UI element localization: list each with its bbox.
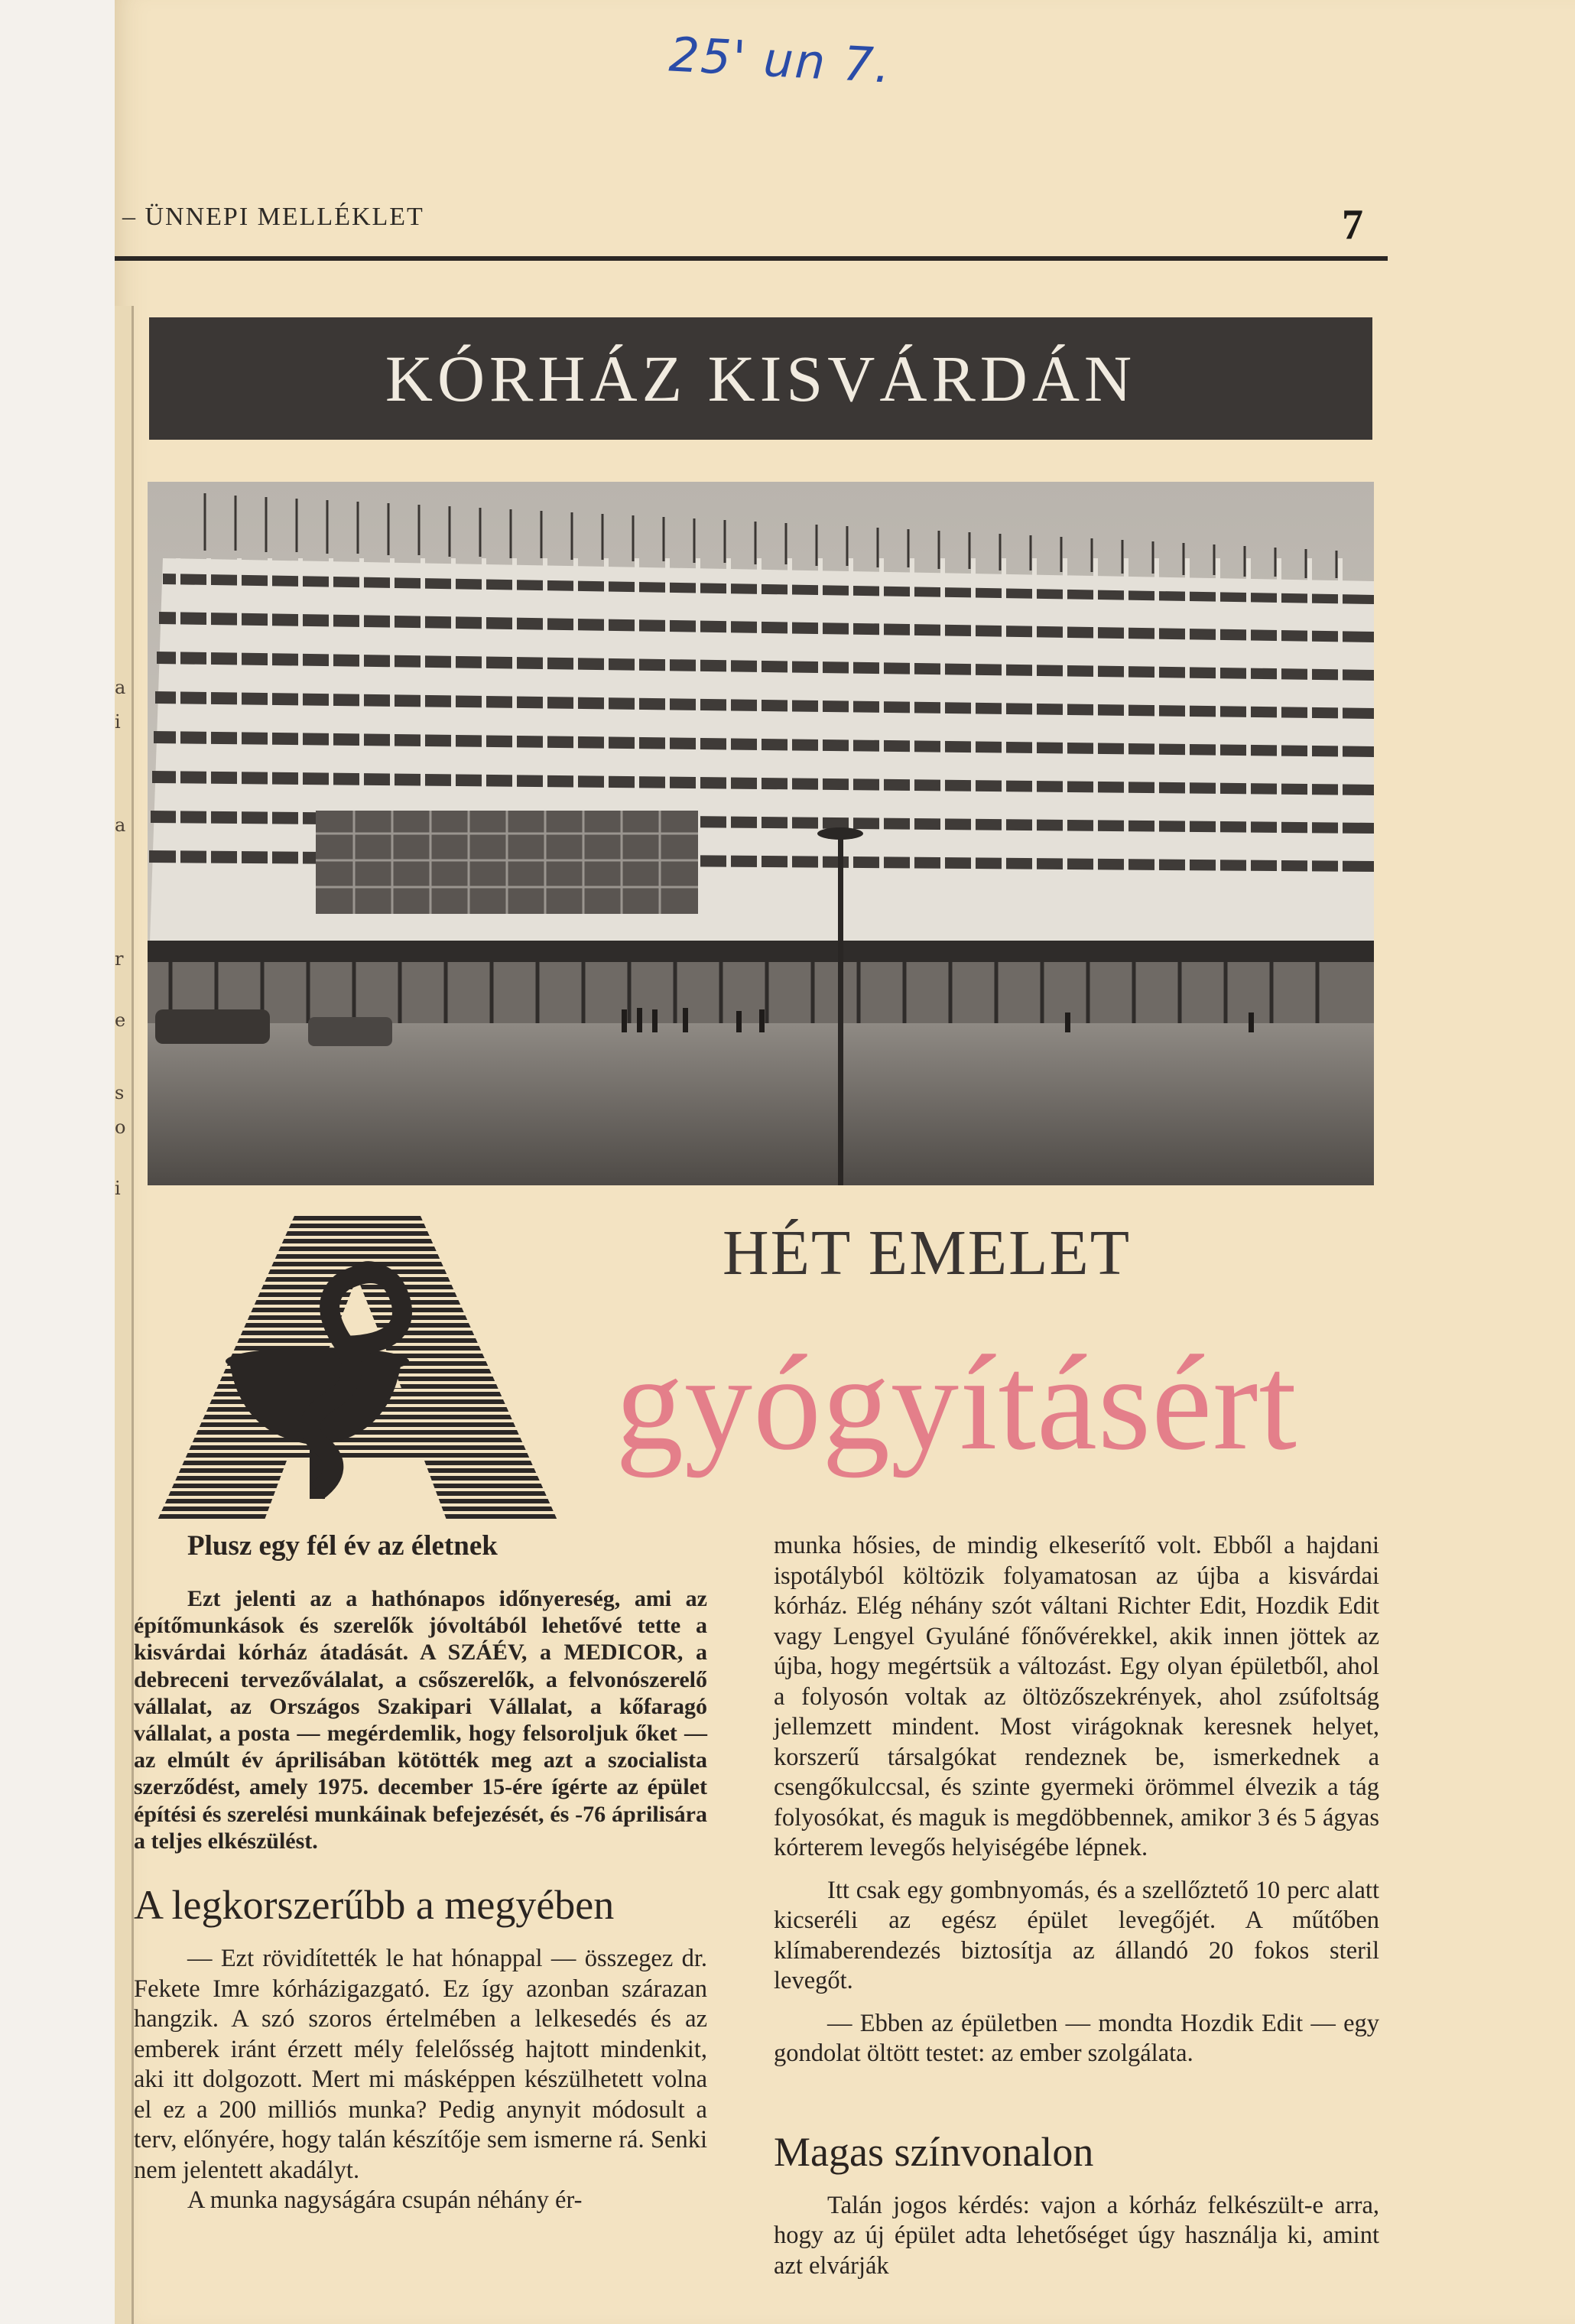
header-rule bbox=[115, 256, 1388, 261]
medical-logo bbox=[157, 1216, 558, 1522]
lead-paragraph: Ezt jelenti az a hathónapos időnyereség, ami az építőmunkások és szerelők jóvoltából lehetővé tette a kisvárdai kórház átadását. A SZÁÉV, a MEDICOR, a debreceni tervezőválalat, a csőszerelők, a felvonószerelő vállalat, az Országos Szakipari Vállalat, a kőfaragó vállalat, a posta — megérdemlik, hogy felsoroljuk őket — az elmúlt év áprilisában kötötték meg azt a szocialista szerződést, amely 1975. december 15-ére ígérte az épület építési és szerelési munkáinak befejezését, és -76 áprilisára a teljes elkészülést. bbox=[134, 1586, 707, 1854]
body-paragraph: Itt csak egy gombnyomás, és a szellőztető 10 perc alatt kicseréli az egész épület levegőjét. A műtőben klímaberendezés biztosítja az állandó 20 fokos steril levegőt. bbox=[774, 1876, 1379, 1994]
left-column bbox=[134, 1529, 707, 2216]
section-header: – ÜNNEPI MELLÉKLET bbox=[122, 203, 424, 231]
handwritten-annotation: 25' un 7. bbox=[667, 26, 893, 94]
body-paragraph-cut: A munka nagyságára csupán néhány ér- bbox=[187, 2186, 583, 2215]
adjacent-column-strip bbox=[115, 306, 134, 2324]
right-column bbox=[774, 1531, 1379, 2281]
section-title-right: Magas színvonalon bbox=[774, 2128, 1094, 2175]
section-title-left: A legkorszerűbb a megyében bbox=[134, 1882, 615, 1929]
banner-title: KÓRHÁZ KISVÁRDÁN bbox=[385, 342, 1137, 415]
body-paragraph: — Ebben az épületben — mondta Hozdik Edit — egy gondolat öltött testet: az ember szolgálata. bbox=[774, 2009, 1379, 2067]
body-paragraph: — Ezt rövidítették le hat hónappal — összegez dr. Fekete Imre kórházigazgató. Ez így azonban szárazan hangzik. A szó szoros értelmében a lelkesedés és az emberek iránt érzett mély felelősség hajtott mindenkit, aki itt dolgozott. Mert mi másképpen készülhetett volna el ez a 200 milliós munka? Pedig anynyit módosult a terv, előnyére, hogy talán készítője sem ismerne rá. Senki nem jelentett akadályt. bbox=[134, 1945, 707, 2184]
strip-fragment: a bbox=[115, 677, 126, 698]
page-number: 7 bbox=[1342, 201, 1363, 249]
hospital-photo bbox=[148, 482, 1374, 1185]
strip-fragment: e bbox=[115, 1009, 126, 1031]
strip-fragment: o bbox=[115, 1116, 126, 1138]
article-banner bbox=[149, 317, 1372, 440]
lead-subhead: Plusz egy fél év az életnek bbox=[187, 1530, 498, 1562]
strip-fragment: s bbox=[115, 1082, 125, 1103]
strip-fragment: r bbox=[115, 948, 124, 970]
strip-fragment: i bbox=[115, 1178, 121, 1199]
body-paragraph: munka hősies, de mindig elkeserítő volt. Ebből a hajdani ispotályból költözik folyamatosan az újba a kisvárdai kórház. Elég néhány szót váltani Richter Edit, Hozdik Edit vagy Lengyel Gyuláné főnővérekkel, akik innen jöttek az újba, hogy megértsük a változást. Egy olyan épületből, ahol a folyosón voltak az öltözőszekrények, ahol zsúfoltság jellemzett mindent. Most virágoknak keresnek helyet, korszerű társalgókat rendeznek be, ismerkednek a csengőkulccsal, és szinte gyermeki örömmel élvezik a tág folyosókat, és maguk is megdöbbennek, amikor 3 és 5 ágyas kórterem levegős helyiségébe lépnek. bbox=[774, 1532, 1379, 1861]
strip-fragment: a bbox=[115, 814, 126, 836]
body-paragraph: Talán jogos kérdés: vajon a kórház felkészült-e arra, hogy az új épület adta lehetőséget úgy használja ki, amint azt elvárják bbox=[774, 2191, 1379, 2280]
hospital-building-image bbox=[148, 482, 1374, 1185]
headline-main: HÉT EMELET bbox=[723, 1217, 1132, 1289]
headline-highlight: gyógyításért bbox=[615, 1327, 1297, 1478]
strip-fragment: i bbox=[115, 711, 121, 733]
caduceus-a-icon bbox=[157, 1216, 558, 1522]
